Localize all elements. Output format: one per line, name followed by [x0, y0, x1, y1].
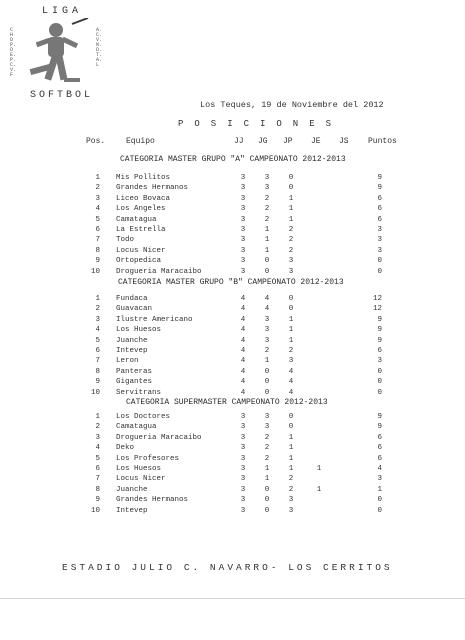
cell-jg: 0: [264, 267, 270, 276]
col-header-js: JS: [339, 137, 349, 146]
cell-pos: 2: [95, 184, 100, 193]
cell-pos: 9: [95, 496, 100, 505]
cell-team: Los Angeles: [116, 205, 166, 214]
cell-jp: 1: [288, 326, 294, 335]
cell-team: Intevep: [116, 506, 148, 515]
cell-pos: 5: [95, 336, 100, 345]
col-header-jp: JP: [283, 137, 293, 146]
logo-left-text: CHDP.DE.P.C.V.F: [10, 27, 17, 78]
cell-team: Juanche: [116, 336, 148, 345]
cell-pts: 3: [377, 226, 382, 234]
table-row: [0, 475, 465, 485]
table-row: [0, 268, 465, 278]
cell-jp: 1: [288, 444, 294, 453]
cell-pos: 7: [95, 475, 100, 484]
cell-pos: 3: [95, 315, 100, 324]
cell-jg: 1: [264, 246, 270, 255]
table-row: [0, 226, 465, 236]
cell-jg: 3: [264, 336, 270, 345]
cell-jg: 3: [264, 423, 270, 432]
cell-jp: 2: [288, 475, 294, 484]
cell-jp: 0: [288, 423, 294, 432]
cell-jg: 0: [264, 257, 270, 266]
cell-jg: 2: [264, 205, 270, 214]
cell-team: Los Profesores: [116, 454, 180, 463]
table-row: [0, 236, 465, 246]
cell-pts: 0: [377, 388, 382, 397]
cell-jg: 4: [264, 305, 270, 314]
cell-pts: 0: [377, 367, 382, 376]
cell-pts: 6: [377, 205, 382, 214]
section-title: CATEGORIA MASTER GRUPO "B" CAMPEONATO 2012-2013: [118, 278, 344, 287]
cell-jg: 1: [264, 475, 270, 484]
cell-pos: 4: [95, 444, 100, 453]
cell-team: Grandes Hermanos: [116, 496, 189, 505]
cell-team: Locus Nicer: [116, 475, 166, 484]
cell-team: Juanche: [116, 485, 148, 494]
cell-jj: 3: [240, 433, 246, 442]
cell-pos: 7: [95, 357, 100, 366]
cell-jg: 0: [264, 388, 270, 397]
cell-jj: 3: [240, 205, 246, 214]
cell-pos: 4: [95, 326, 100, 335]
cell-pts: 9: [377, 336, 382, 345]
cell-pos: 1: [95, 174, 100, 182]
cell-jg: 3: [264, 413, 270, 421]
cell-jp: 2: [288, 226, 294, 234]
cell-pts: 9: [377, 184, 382, 193]
cell-jp: 2: [288, 485, 294, 494]
cell-jj: 3: [240, 257, 246, 266]
cell-team: Drogueria Maracaibo: [116, 267, 202, 276]
table-row: [0, 174, 465, 184]
cell-team: Locus Nicer: [116, 246, 166, 255]
cell-jj: 4: [240, 378, 246, 387]
cell-jj: 3: [240, 226, 246, 234]
cell-jg: 1: [264, 226, 270, 234]
batter-icon: [26, 18, 92, 90]
table-row: [0, 357, 465, 367]
cell-jg: 3: [264, 174, 270, 182]
table-row: [0, 295, 465, 305]
league-logo: [10, 6, 110, 106]
cell-pts: 6: [377, 194, 382, 203]
cell-jg: 1: [264, 236, 270, 245]
cell-pts: 1: [377, 485, 382, 494]
table-row: [0, 184, 465, 194]
cell-pts: 4: [377, 465, 382, 473]
page-title: POSICIONES: [178, 119, 343, 129]
cell-jj: 4: [240, 357, 246, 366]
col-header-pos: Pos.: [86, 137, 106, 146]
cell-team: Gigantes: [116, 378, 153, 387]
cell-pos: 10: [90, 506, 100, 515]
cell-team: Ilustre Americano: [116, 315, 193, 324]
cell-jj: 3: [240, 465, 246, 473]
cell-jp: 4: [288, 378, 294, 387]
table-row: [0, 247, 465, 257]
cell-jg: 3: [264, 326, 270, 335]
cell-team: Fundaca: [116, 295, 148, 303]
cell-jg: 4: [264, 295, 270, 303]
cell-jg: 2: [264, 454, 270, 463]
cell-jj: 4: [240, 388, 246, 397]
cell-jg: 0: [264, 367, 270, 376]
cell-pos: 10: [90, 388, 100, 397]
cell-jp: 1: [288, 336, 294, 345]
logo-bottom-text: SOFTBOL: [30, 90, 94, 101]
cell-team: Los Huesos: [116, 465, 162, 473]
cell-pos: 1: [95, 413, 100, 421]
cell-pts: 12: [372, 305, 382, 314]
cell-jg: 1: [264, 465, 270, 473]
cell-jg: 2: [264, 194, 270, 203]
col-header-jj: JJ: [234, 137, 244, 146]
cell-jp: 2: [288, 246, 294, 255]
cell-pos: 3: [95, 194, 100, 203]
cell-pts: 6: [377, 454, 382, 463]
cell-jp: 2: [288, 236, 294, 245]
cell-jp: 1: [288, 465, 294, 473]
cell-pos: 2: [95, 305, 100, 314]
cell-team: Liceo Bovaca: [116, 194, 171, 203]
table-row: [0, 413, 465, 423]
cell-pts: 0: [377, 496, 382, 505]
cell-team: Panteras: [116, 367, 153, 376]
logo-right-text: A.C.V.N.D.T.A.L: [96, 27, 103, 68]
cell-pos: 7: [95, 236, 100, 245]
cell-pts: 12: [372, 295, 382, 303]
cell-jj: 3: [240, 413, 246, 421]
cell-jp: 1: [288, 205, 294, 214]
cell-pts: 0: [377, 506, 382, 515]
cell-jj: 3: [240, 236, 246, 245]
cell-pts: 6: [377, 433, 382, 442]
cell-jg: 3: [264, 184, 270, 193]
cell-team: Mis Pollitos: [116, 174, 171, 182]
table-row: [0, 337, 465, 347]
cell-jp: 3: [288, 257, 294, 266]
cell-jg: 2: [264, 347, 270, 355]
dateline: Los Teques, 19 de Noviembre del 2012: [200, 100, 384, 110]
table-row: [0, 347, 465, 357]
cell-jj: 3: [240, 506, 246, 515]
cell-pos: 6: [95, 226, 100, 234]
cell-jj: 3: [240, 215, 246, 224]
page-edge: [0, 598, 465, 599]
cell-pos: 6: [95, 347, 100, 355]
table-row: [0, 205, 465, 215]
cell-jp: 4: [288, 367, 294, 376]
cell-pos: 8: [95, 367, 100, 376]
cell-jp: 4: [288, 388, 294, 397]
table-row: [0, 316, 465, 326]
cell-jj: 3: [240, 184, 246, 193]
cell-pts: 3: [377, 357, 382, 366]
cell-jj: 3: [240, 267, 246, 276]
cell-pos: 5: [95, 215, 100, 224]
col-header-team: Equipo: [126, 137, 155, 146]
cell-jp: 3: [288, 357, 294, 366]
cell-jp: 2: [288, 347, 294, 355]
cell-jj: 4: [240, 315, 246, 324]
table-row: [0, 496, 465, 506]
cell-team: Servitrans: [116, 388, 162, 397]
cell-pts: 6: [377, 215, 382, 224]
cell-team: Los Huesos: [116, 326, 162, 335]
col-header-points: Puntos: [368, 137, 397, 146]
table-row: [0, 423, 465, 433]
cell-jp: 1: [288, 215, 294, 224]
cell-jp: 1: [288, 433, 294, 442]
cell-jj: 4: [240, 305, 246, 314]
cell-jg: 3: [264, 315, 270, 324]
table-row: [0, 326, 465, 336]
cell-pos: 6: [95, 465, 100, 473]
cell-pts: 9: [377, 174, 382, 182]
cell-jj: 3: [240, 496, 246, 505]
cell-jj: 3: [240, 454, 246, 463]
cell-jg: 0: [264, 485, 270, 494]
cell-jg: 0: [264, 496, 270, 505]
cell-jp: 3: [288, 267, 294, 276]
cell-jj: 3: [240, 194, 246, 203]
cell-pos: 1: [95, 295, 100, 303]
cell-team: Grandes Hermanos: [116, 184, 189, 193]
cell-je: 1: [316, 485, 322, 494]
cell-je: 1: [316, 465, 322, 473]
table-row: [0, 257, 465, 267]
table-row: [0, 368, 465, 378]
cell-pts: 9: [377, 423, 382, 432]
cell-jg: 2: [264, 444, 270, 453]
table-row: [0, 465, 465, 475]
cell-team: Deko: [116, 444, 135, 453]
cell-pts: 9: [377, 326, 382, 335]
logo-top-text: LIGA: [42, 6, 83, 17]
cell-pts: 0: [377, 267, 382, 276]
cell-team: Drogueria Maracaibo: [116, 433, 202, 442]
cell-pts: 0: [377, 378, 382, 387]
table-row: [0, 216, 465, 226]
stadium-footer: ESTADIO JULIO C. NAVARRO- LOS CERRITOS: [62, 562, 393, 573]
cell-team: La Estrella: [116, 226, 166, 234]
cell-pts: 0: [377, 257, 382, 266]
cell-jg: 0: [264, 378, 270, 387]
cell-jp: 1: [288, 454, 294, 463]
cell-pos: 5: [95, 454, 100, 463]
cell-jj: 4: [240, 347, 246, 355]
cell-pos: 4: [95, 205, 100, 214]
cell-jp: 0: [288, 174, 294, 182]
cell-team: Ortopedica: [116, 257, 162, 266]
table-row: [0, 444, 465, 454]
cell-jj: 3: [240, 485, 246, 494]
cell-jp: 0: [288, 305, 294, 314]
cell-pts: 6: [377, 347, 382, 355]
cell-jg: 1: [264, 357, 270, 366]
col-header-jg: JG: [258, 137, 268, 146]
cell-jg: 0: [264, 506, 270, 515]
cell-jj: 4: [240, 326, 246, 335]
cell-pos: 10: [90, 267, 100, 276]
cell-team: Intevep: [116, 347, 148, 355]
cell-pos: 2: [95, 423, 100, 432]
cell-jg: 2: [264, 215, 270, 224]
cell-pts: 9: [377, 315, 382, 324]
cell-jj: 3: [240, 475, 246, 484]
cell-jg: 2: [264, 433, 270, 442]
cell-jp: 0: [288, 413, 294, 421]
cell-team: Los Doctores: [116, 413, 171, 421]
cell-jp: 1: [288, 315, 294, 324]
table-row: [0, 507, 465, 517]
cell-jp: 0: [288, 295, 294, 303]
cell-pos: 3: [95, 433, 100, 442]
cell-pts: 9: [377, 413, 382, 421]
cell-pts: 3: [377, 236, 382, 245]
cell-pts: 3: [377, 475, 382, 484]
cell-jj: 4: [240, 295, 246, 303]
table-row: [0, 434, 465, 444]
cell-pts: 3: [377, 246, 382, 255]
cell-pos: 9: [95, 378, 100, 387]
section-title: CATEGORIA SUPERMASTER CAMPEONATO 2012-2013: [126, 398, 328, 407]
cell-jj: 3: [240, 423, 246, 432]
cell-jj: 3: [240, 174, 246, 182]
section-title: CATEGORIA MASTER GRUPO "A" CAMPEONATO 2012-2013: [120, 155, 346, 164]
cell-jj: 3: [240, 444, 246, 453]
cell-team: Todo: [116, 236, 135, 245]
cell-jp: 1: [288, 194, 294, 203]
table-row: [0, 378, 465, 388]
cell-jp: 0: [288, 184, 294, 193]
cell-jj: 4: [240, 336, 246, 345]
table-row: [0, 305, 465, 315]
cell-pos: 9: [95, 257, 100, 266]
table-row: [0, 195, 465, 205]
cell-pos: 8: [95, 485, 100, 494]
cell-team: Guavacan: [116, 305, 153, 314]
table-row: [0, 455, 465, 465]
cell-jj: 3: [240, 246, 246, 255]
cell-team: Leron: [116, 357, 139, 366]
cell-team: Camatagua: [116, 215, 157, 224]
cell-jp: 3: [288, 506, 294, 515]
col-header-je: JE: [311, 137, 321, 146]
cell-jj: 4: [240, 367, 246, 376]
cell-jp: 3: [288, 496, 294, 505]
table-row: [0, 486, 465, 496]
cell-pos: 8: [95, 246, 100, 255]
cell-pts: 6: [377, 444, 382, 453]
cell-team: Camatagua: [116, 423, 157, 432]
